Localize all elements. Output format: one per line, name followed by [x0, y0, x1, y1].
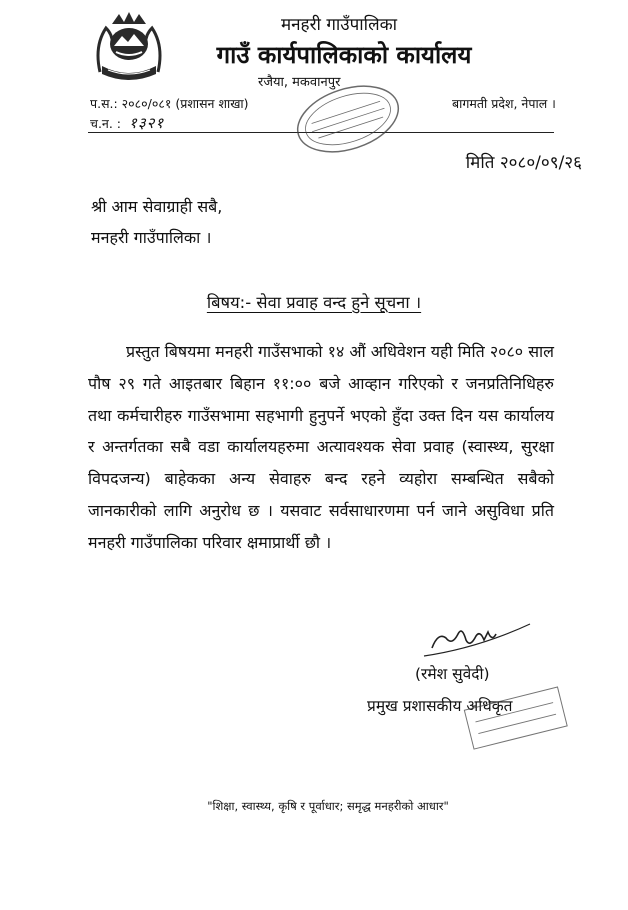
footer-slogan: "शिक्षा, स्वास्थ्य, कृषि र पूर्वाधार; समृद्ध मनहरीको आधार" — [207, 799, 449, 813]
dispatch-line — [90, 113, 164, 133]
office-name: गाउँ कार्यपालिकाको कार्यालय — [216, 41, 472, 69]
officer-stamp-icon — [460, 686, 572, 752]
province-address: बागमती प्रदेश, नेपाल । — [452, 96, 556, 111]
signature-icon — [418, 612, 536, 664]
municipality-name: मनहरी गाउँपालिका — [280, 15, 398, 35]
signatory-name: (रमेश सुवेदी) — [415, 665, 490, 683]
reference-number: प.स.: २०८०/०८१ (प्रशासन शाखा) — [90, 96, 249, 111]
office-address: रजैया, मकवानपुर — [258, 75, 341, 90]
dispatch-label: च.न. : — [90, 116, 122, 131]
signatory-title: प्रमुख प्रशासकीय अधिकृत — [367, 697, 513, 715]
dispatch-number: १३२१ — [129, 114, 165, 132]
notice-body — [88, 336, 554, 559]
subject-text: बिषय:- सेवा प्रवाह वन्द हुने सूचना । — [206, 293, 422, 312]
letter-date: मिति २०८०/०९/२६ — [465, 153, 582, 173]
subject-line — [0, 290, 628, 313]
office-stamp-icon — [292, 82, 404, 156]
body-paragraph: प्रस्तुत बिषयमा मनहरी गाउँसभाको १४ औं अधिवेशन यही मिति २०८० साल पौष २९ गते आइतबार बिहान ११:०० बजे आव्हान गरिएको र जनप्रतिनिधिहरु तथा कर्मचारीहरु गाउँसभामा सहभागी हुनुपर्ने भएकाे हुँदा उक्त दिन यस कार्यालय र अन्तर्गतका सबै वडा कार्यालयहरुमा अत्यावश्यक सेवा प्रवाह (स्वास्थ्य, सुरक्षा विपदजन्य) बाहेकका अन्य सेवाहरु बन्द रहने व्यहोरा सम्बन्धित सबैको जानकारीको लागि अनुरोध छ । यसवाट सर्वसाधारणमा पर्न जाने असुविधा प्रति मनहरी गाउँपालिका परिवार क्षमाप्रार्थी छौ । — [88, 342, 554, 552]
recipient-line-2: मनहरी गाउँपालिका । — [91, 228, 212, 247]
recipient-line-1: श्री आम सेवाग्राही सबै, — [91, 197, 223, 216]
